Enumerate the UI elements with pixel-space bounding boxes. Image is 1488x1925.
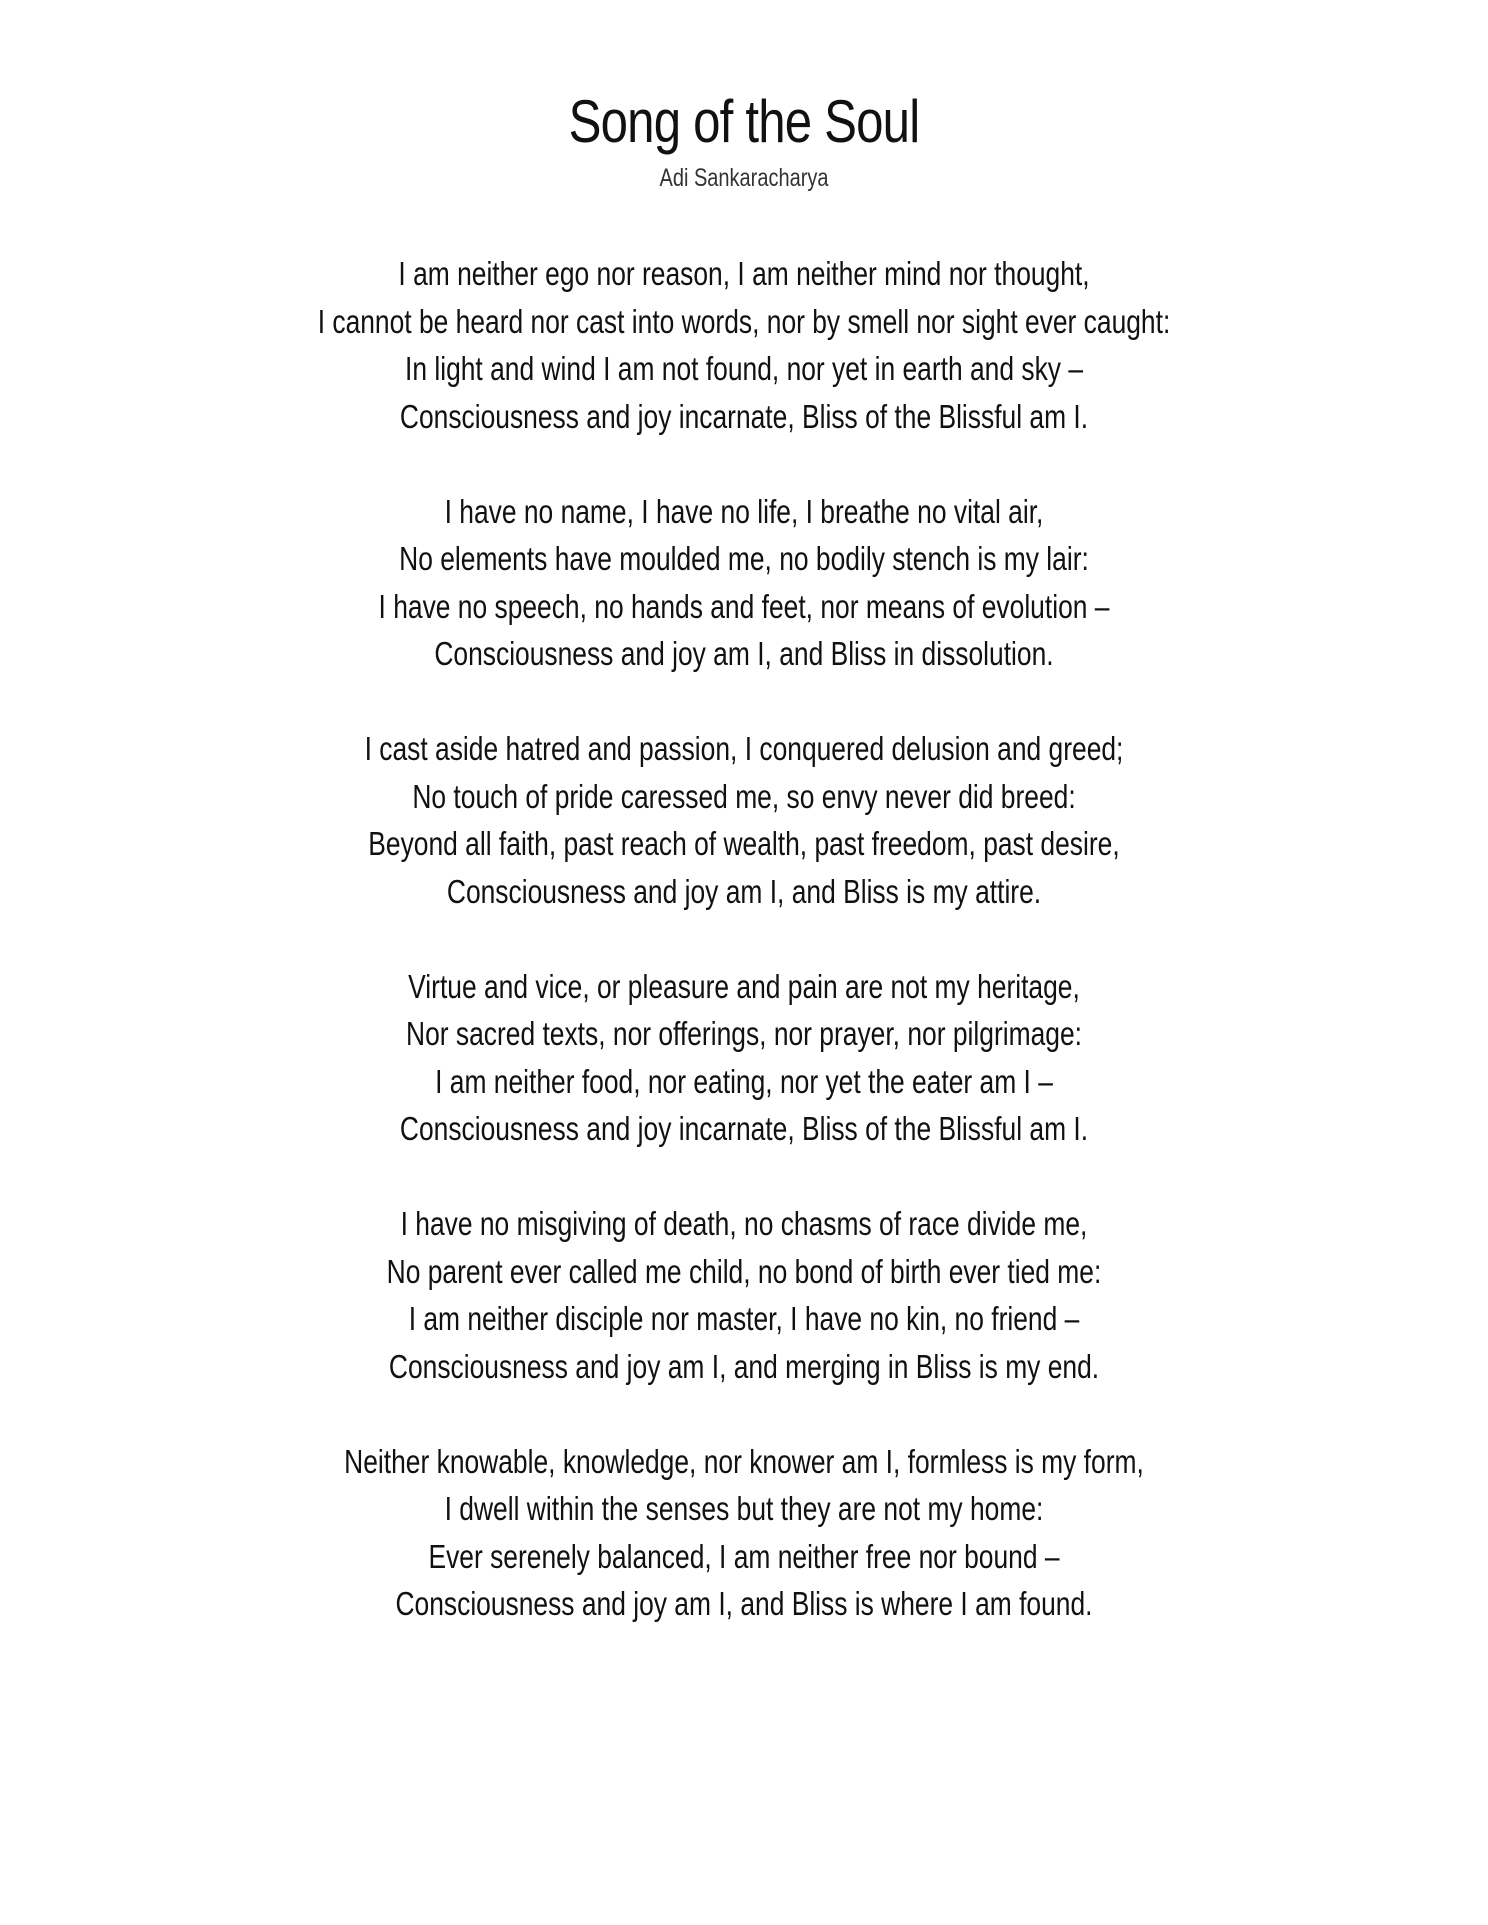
stanza-1	[0, 250, 1488, 440]
stanza-3	[0, 725, 1488, 915]
poem-line: Nor sacred texts, nor offerings, nor prayer, nor pilgrimage:	[406, 1015, 1082, 1052]
poem-line: Virtue and vice, or pleasure and pain are not my heritage,	[408, 967, 1080, 1005]
poem-line: I am neither food, nor eating, nor yet the eater am I –	[435, 1062, 1053, 1100]
poem-line: I am neither ego nor reason, I am neither mind nor thought,	[398, 255, 1090, 292]
poem-line: Beyond all faith, past reach of wealth, past freedom, past desire,	[368, 825, 1120, 862]
poem-line: I have no speech, no hands and feet, nor means of evolution –	[378, 587, 1110, 625]
poem-line: Neither knowable, knowledge, nor knower am I, formless is my form,	[344, 1442, 1144, 1480]
poem-line: I cast aside hatred and passion, I conquered delusion and greed;	[364, 730, 1124, 767]
poem-line: I am neither disciple nor master, I have no kin, no friend –	[408, 1300, 1080, 1337]
poem-line: No elements have moulded me, no bodily stench is my lair:	[399, 540, 1089, 577]
stanza-6	[0, 1438, 1488, 1628]
poem-line: In light and wind I am not found, nor yet in earth and sky –	[404, 350, 1083, 387]
poem-line: I cannot be heard nor cast into words, nor by smell nor sight ever caught:	[317, 302, 1171, 340]
poem-line: Consciousness and joy am I, and merging in Bliss is my end.	[388, 1347, 1100, 1385]
poem-line: Ever serenely balanced, I am neither free nor bound –	[428, 1537, 1060, 1575]
poem-author: Adi Sankaracharya	[659, 164, 829, 192]
stanza-5	[0, 1200, 1488, 1390]
poem-title: Song of the Soul	[568, 88, 920, 155]
poem-line: Consciousness and joy am I, and Bliss is where I am found.	[395, 1585, 1093, 1622]
poem-body	[0, 250, 1488, 1628]
poem-line: Consciousness and joy am I, and Bliss is my attire.	[446, 872, 1042, 910]
poem-line: No touch of pride caressed me, so envy never did breed:	[412, 777, 1076, 815]
poem-line: I have no misgiving of death, no chasms of race divide me,	[400, 1205, 1088, 1242]
poem-line: Consciousness and joy incarnate, Bliss of the Blissful am I.	[399, 397, 1089, 435]
poem-line: Consciousness and joy incarnate, Bliss of the Blissful am I.	[399, 1110, 1089, 1147]
poem-line: I dwell within the senses but they are not my home:	[444, 1490, 1044, 1527]
stanza-2	[0, 488, 1488, 678]
poem-line: I have no name, I have no life, I breathe no vital air,	[444, 492, 1044, 530]
poem-line: Consciousness and joy am I, and Bliss in dissolution.	[434, 635, 1054, 672]
poem-line: No parent ever called me child, no bond of birth ever tied me:	[386, 1252, 1102, 1290]
stanza-4	[0, 963, 1488, 1153]
